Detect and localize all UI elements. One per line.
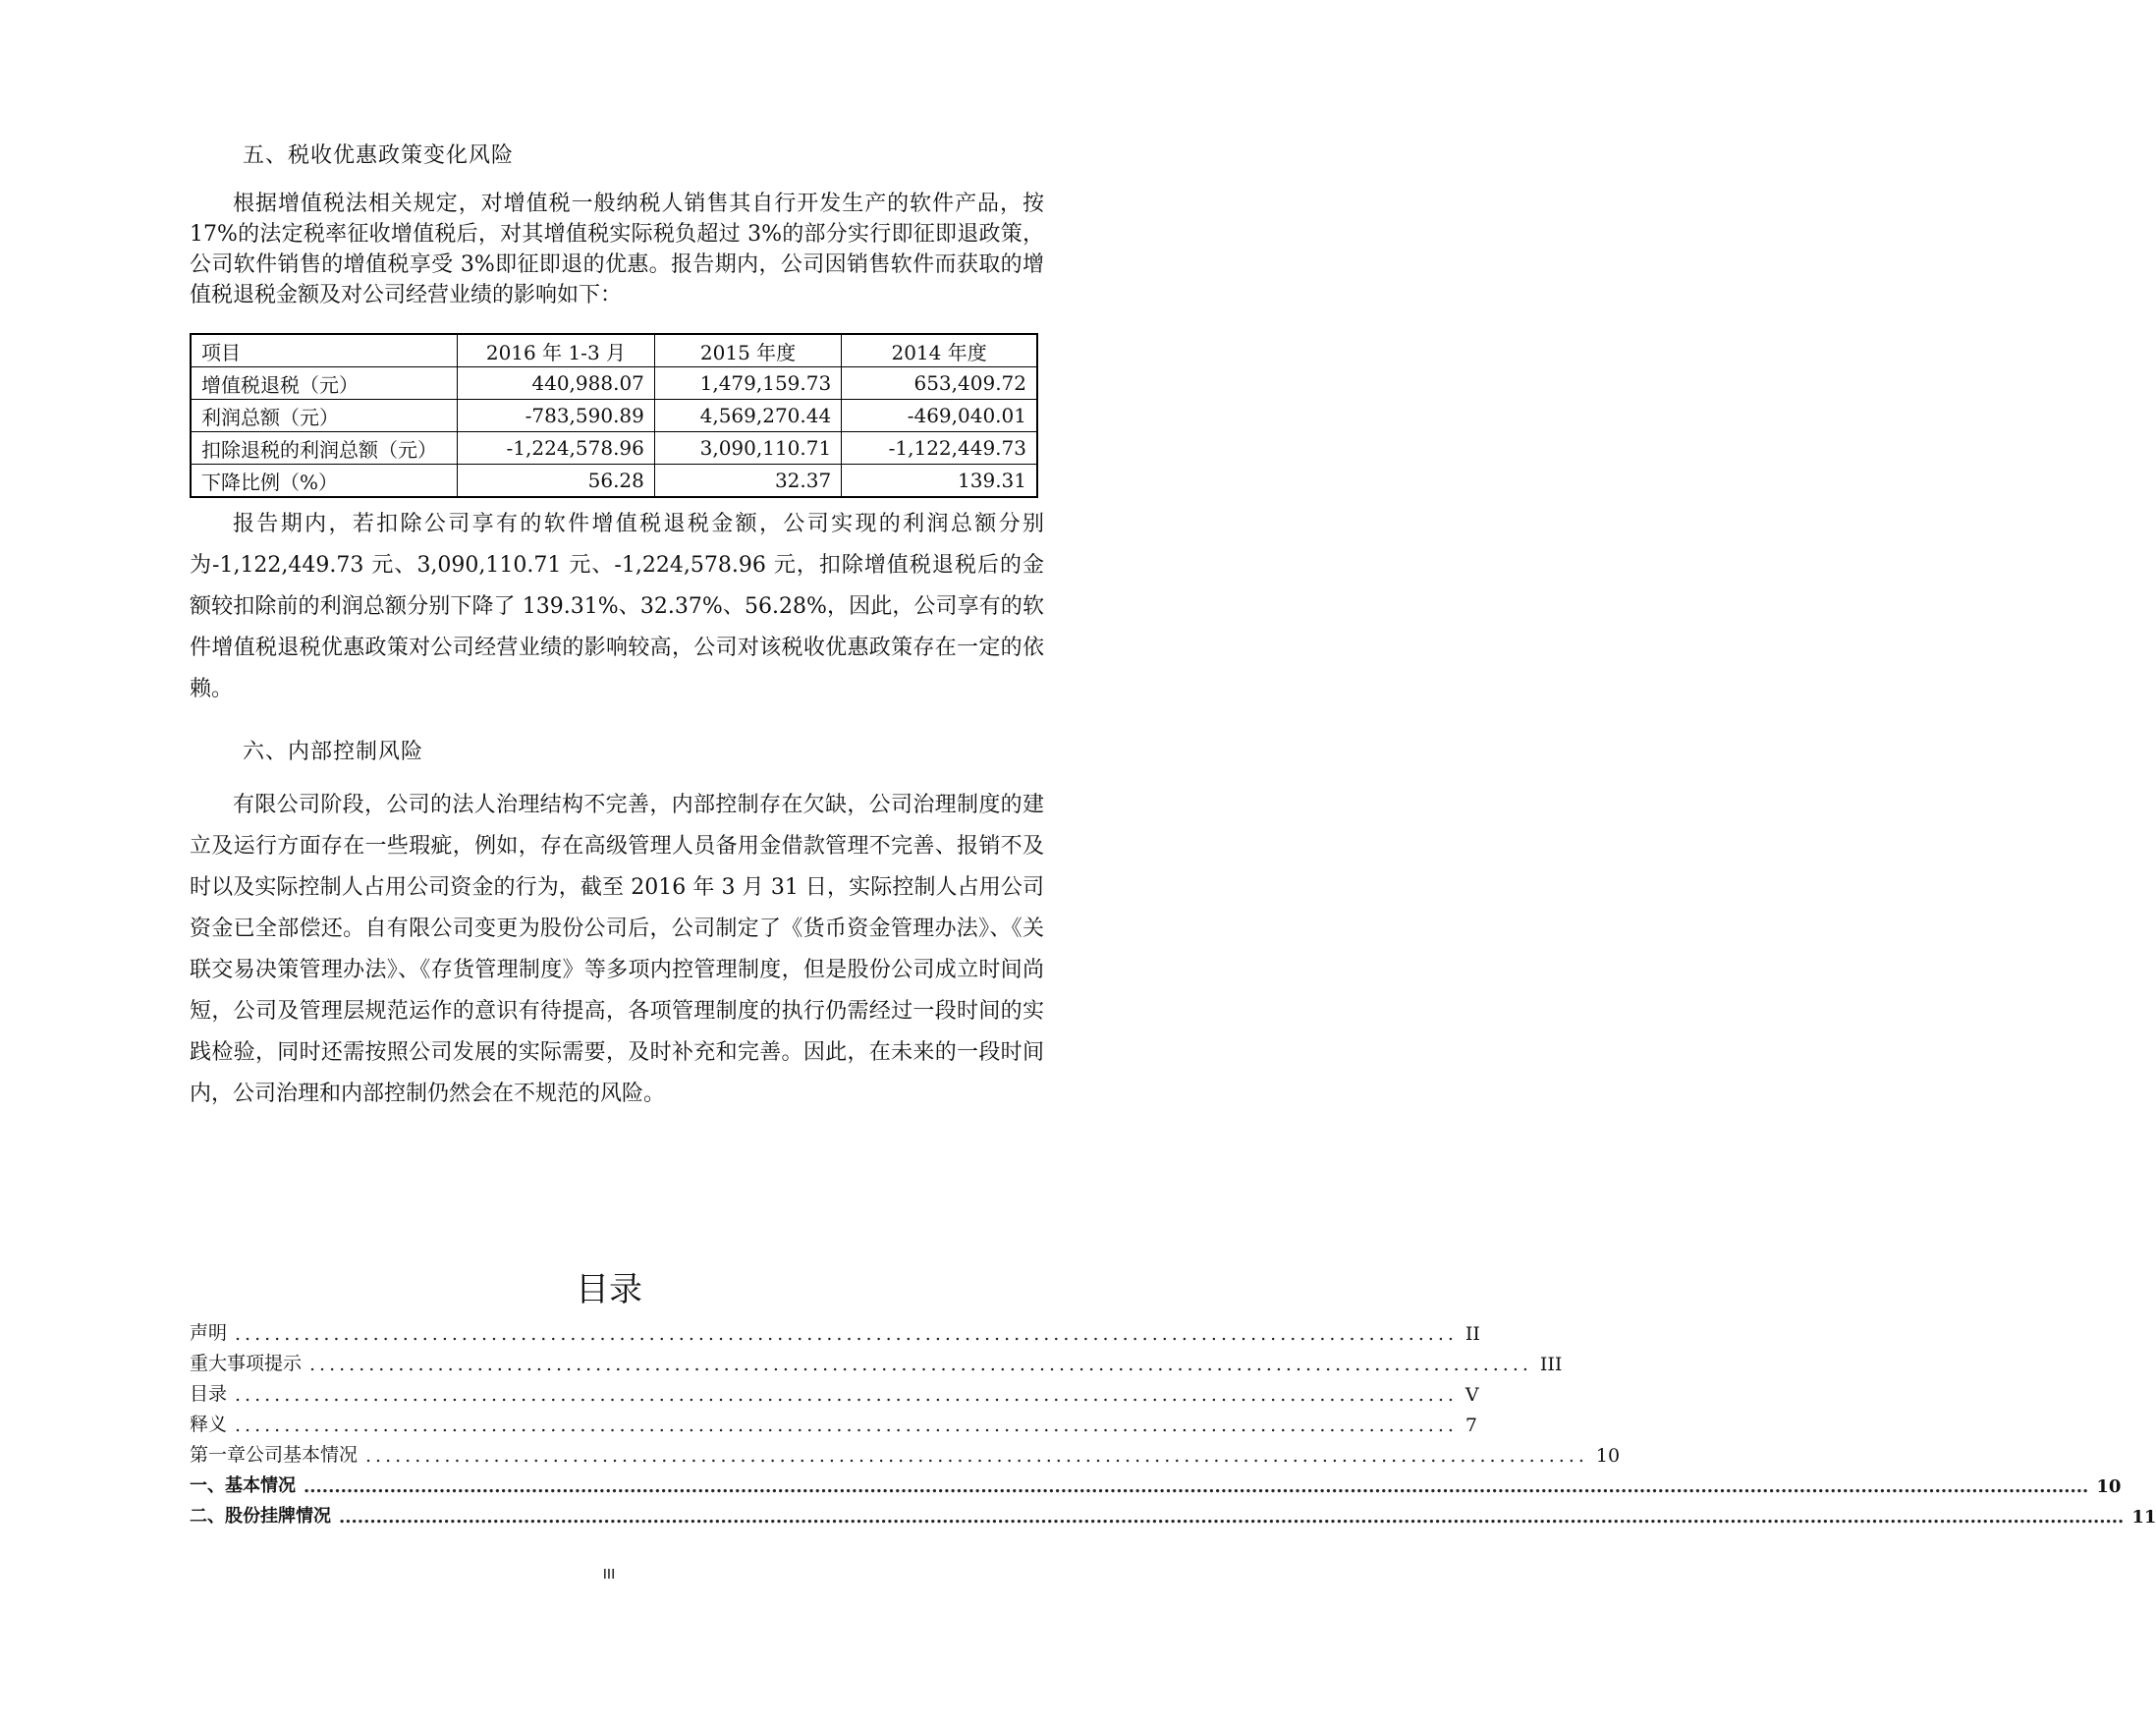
toc-entry-label: 第一章公司基本情况 (190, 1444, 359, 1466)
toc-entry-page: 10 (2096, 1476, 2122, 1497)
section-heading-internal-control: 六、内部控制风险 (243, 740, 424, 764)
table-cell: 增值税退税（元） (191, 367, 458, 400)
table-cell: 1,479,159.73 (654, 367, 841, 400)
toc-entry[interactable] (190, 1375, 1479, 1406)
table-cell: 扣除退税的利润总额（元） (191, 432, 458, 465)
toc-entry-page: II (1465, 1323, 1480, 1345)
toc-entry[interactable] (190, 1345, 1563, 1375)
table-row (191, 432, 1037, 465)
table-row (191, 465, 1037, 498)
toc-entry[interactable] (190, 1406, 1478, 1436)
toc-title: 目录 (576, 1270, 642, 1309)
table-cell: 4,569,270.44 (654, 400, 841, 432)
table-cell: 653,409.72 (842, 367, 1037, 400)
toc-leader-dots: ............................................................................................................................ (365, 1445, 1588, 1467)
table-header-cell: 2015 年度 (654, 334, 841, 367)
table-header-cell: 项目 (191, 334, 458, 367)
toc-entry-label: 释义 (190, 1414, 228, 1435)
table-cell: -469,040.01 (842, 400, 1037, 432)
toc-leader-dots: .................................................................................................................................................................................................................................................................................................. (339, 1507, 2125, 1528)
table-cell: 3,090,110.71 (654, 432, 841, 465)
table-header-cell: 2014 年度 (842, 334, 1037, 367)
table-cell: -1,122,449.73 (842, 432, 1037, 465)
toc-entry-page: 11 (2131, 1507, 2156, 1528)
toc-entry-page: V (1465, 1384, 1479, 1406)
table-cell: 下降比例（%） (191, 465, 458, 498)
table-of-contents (190, 1314, 2156, 1528)
toc-entry-page: 10 (1595, 1445, 1621, 1467)
toc-leader-dots: ............................................................................................................................ (235, 1415, 1458, 1436)
table-cell: 32.37 (654, 465, 841, 498)
internal-control-paragraph: 有限公司阶段，公司的法人治理结构不完善，内部控制存在欠缺，公司治理制度的建立及运行方面存在一些瑕疵，例如，存在高级管理人员备用金借款管理不完善、报销不及时以及实际控制人占用公司资金的行为，截至 2016 年 3 月 31 日，实际控制人占用公司资金已全部偿还。自有限公司变更为股份公司后，公司制定了《货币资金管理办法》、《关联交易决策管理办法》、《存货管理制度》等多项内控管理制度，但是股份公司成立时间尚短，公司及管理层规范运作的意识有待提高，各项管理制度的执行仍需经过一段时间的实践检验，同时还需按照公司发展的实际需要，及时补充和完善。因此，在未来的一段时间内，公司治理和内部控制仍然会在不规范的风险。 (190, 793, 1044, 1106)
tax-refund-table (190, 333, 1038, 498)
toc-leader-dots: ............................................................................................................................ (309, 1354, 1532, 1375)
toc-entry-label: 重大事项提示 (190, 1353, 303, 1374)
toc-entry-page: 7 (1465, 1415, 1478, 1436)
toc-entry[interactable] (190, 1314, 1480, 1345)
table-cell: 56.28 (458, 465, 655, 498)
table-cell: 139.31 (842, 465, 1037, 498)
toc-entry[interactable] (190, 1436, 1621, 1467)
table-cell: 440,988.07 (458, 367, 655, 400)
tax-conclusion-paragraph: 报告期内，若扣除公司享有的软件增值税退税金额，公司实现的利润总额分别为-1,122,449.73 元、3,090,110.71 元、-1,224,578.96 元，扣除增值税退税后的金额较扣除前的利润总额分别下降了 139.31%、32.37%、56.28%，因此，公司享有的软件增值税退税优惠政策对公司经营业绩的影响较高，公司对该税收优惠政策存在一定的依赖。 (190, 512, 1044, 701)
toc-entry-label: 声明 (190, 1322, 228, 1344)
toc-entry[interactable] (190, 1497, 2156, 1528)
table-header-cell: 2016 年 1-3 月 (458, 334, 655, 367)
table-cell: -1,224,578.96 (458, 432, 655, 465)
toc-entry-label: 二、股份挂牌情况 (190, 1506, 331, 1527)
page-number: III (602, 1566, 616, 1583)
table-row (191, 367, 1037, 400)
toc-leader-dots: .................................................................................................................................................................................................................................................................................................. (304, 1476, 2089, 1497)
tax-intro-paragraph: 根据增值税法相关规定，对增值税一般纳税人销售其自行开发生产的软件产品，按 17%的法定税率征收增值税后，对其增值税实际税负超过 3%的部分实行即征即退政策，公司软件销售的增值税享受 3%即征即退的优惠。报告期内，公司因销售软件而获取的增值税退税金额及对公司经营业绩的影响如下： (190, 192, 1044, 307)
table-cell: -783,590.89 (458, 400, 655, 432)
table-row (191, 400, 1037, 432)
toc-entry-page: III (1539, 1354, 1563, 1375)
toc-entry-label: 目录 (190, 1383, 228, 1405)
toc-leader-dots: ............................................................................................................................ (235, 1384, 1458, 1406)
toc-leader-dots: ............................................................................................................................ (235, 1323, 1458, 1345)
table-cell: 利润总额（元） (191, 400, 458, 432)
section-heading-tax-risk: 五、税收优惠政策变化风险 (243, 143, 515, 168)
table-header-row (191, 334, 1037, 367)
toc-entry[interactable] (190, 1467, 2122, 1497)
toc-entry-label: 一、基本情况 (190, 1475, 296, 1496)
